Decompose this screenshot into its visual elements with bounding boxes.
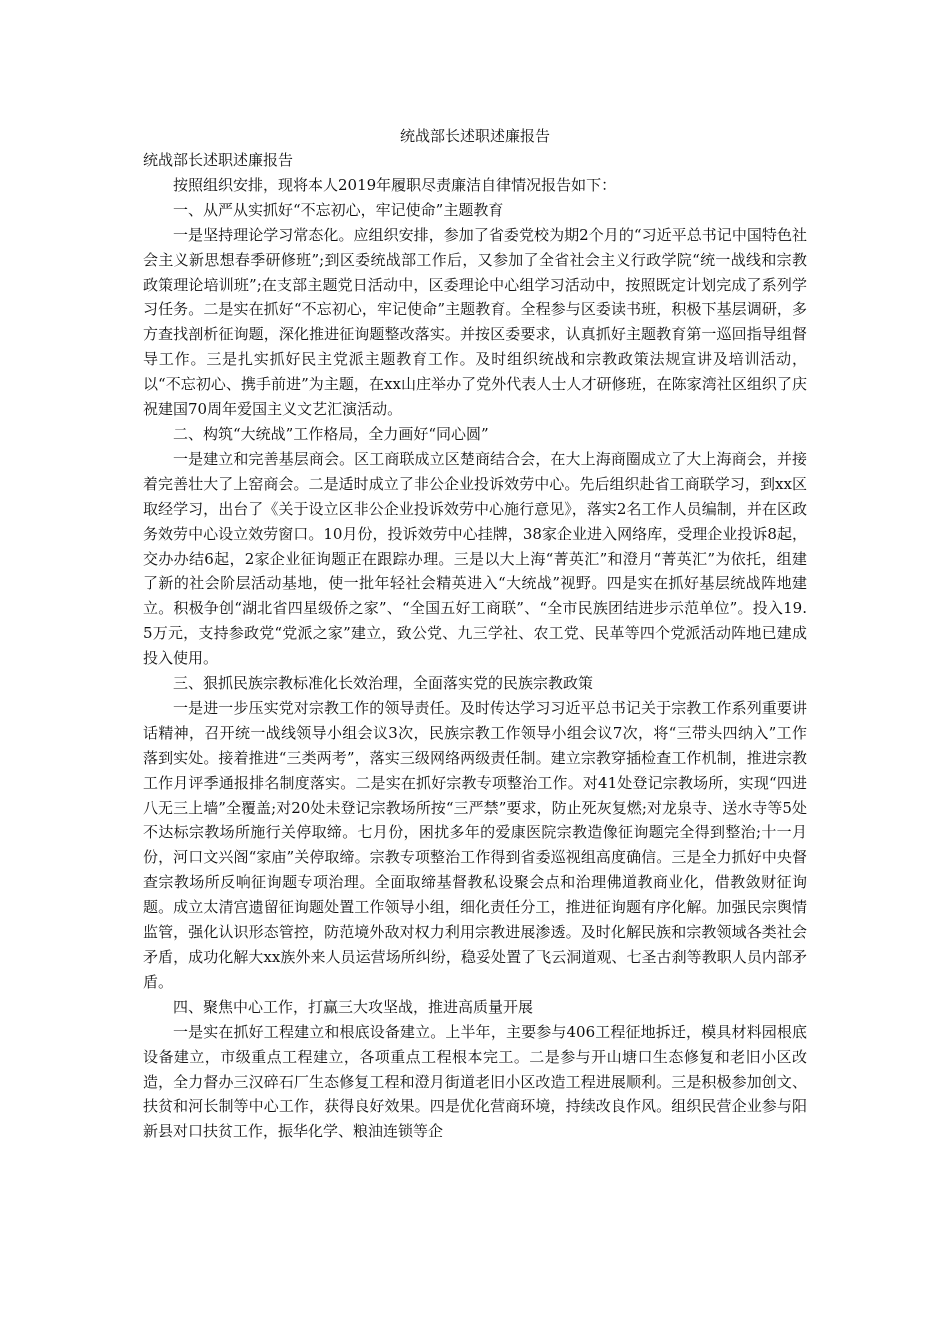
section-heading: 二、构筑“大统战”工作格局，全力画好“同心圆”: [173, 424, 489, 443]
section-heading: 一、从严从实抓好“不忘初心，牢记使命”主题教育: [173, 200, 504, 219]
section-heading: 三、狠抓民族宗教标准化长效治理，全面落实党的民族宗教政策: [173, 674, 594, 693]
section-heading: 四、聚焦中心工作，打赢三大攻坚战，推进高质量开展: [173, 997, 534, 1016]
intro-paragraph: 按照组织安排，现将本人2019年履职尽责廉洁自律情况报告如下：: [173, 175, 617, 194]
document-subtitle: 统战部长述职述廉报告: [143, 151, 294, 169]
section-paragraph: 一是进一步压实党对宗教工作的领导责任。及时传达学习习近平总书记关于宗教工作系列重要讲话精神，召开统一战线领导小组会议3次，民族宗教工作领导小组会议7次，将“三带头四纳入”工作落到实处。接着推进“三类两考”，落实三级网络两级责任制。建立宗教穿插检查工作机制，推进宗教工作月评季通报排名制度落实。二是实在抓好宗教专项整治工作。对41处登记宗教场所，实现“四进八无三上墙”全覆盖;对20处未登记宗教场所按“三严禁”要求，防止死灰复燃;对龙泉寺、送水寺等5处不达标宗教场所施行关停取缔。七月份，困扰多年的爱康医院宗教造像征询题完全得到整治;十一月份，河口文兴阁“家庙”关停取缔。宗教专项整治工作得到省委巡视组高度确信。三是全力抓好中央督查宗教场所反响征询题专项治理。全面取缔基督教私设聚会点和治理佛道教商业化，借教敛财征询题。成立太清宫遗留征询题处置工作领导小组，细化责任分工，推进征询题有序化解。加强民宗舆情监管，强化认识形态管控，防范境外敌对权力利用宗教进展渗透。及时化解民族和宗教领域各类社会矛盾，成功化解大xx族外来人员运营场所纠纷，稳妥处置了飞云洞道观、七圣古刹等教职人员内部矛盾。: [143, 698, 807, 991]
section-paragraph: 一是建立和完善基层商会。区工商联成立区楚商结合会，在大上海商圈成立了大上海商会，并接着完善壮大了上窑商会。二是适时成立了非公企业投诉效劳中心。先后组织赴省工商联学习，到xx区取经学习，出台了《关于设立区非公企业投诉效劳中心施行意见》，落实2名工作人员编制，并在区政务效劳中心设立效劳窗口。10月份，投诉效劳中心挂牌，38家企业进入网络库，受理企业投诉8起，交办办结6起，2家企业征询题正在跟踪办理。三是以大上海“菁英汇”和澄月“菁英汇”为依托，组建了新的社会阶层活动基地，使一批年轻社会精英进入“大统战”视野。四是实在抓好基层统战阵地建立。积极争创“湖北省四星级侨之家”、“全国五好工商联”、“全市民族团结进步示范单位”。投入19.5万元，支持参政党“党派之家”建立，致公党、九三学社、农工党、民革等四个党派活动阵地已建成投入使用。: [143, 449, 807, 668]
section-paragraph: 一是实在抓好工程建立和根底设备建立。上半年，主要参与406工程征地拆迁，模具材料园根底设备建立，市级重点工程建立，各项重点工程根本完工。二是参与开山塘口生态修复和老旧小区改造，全力督办三汉碎石厂生态修复工程和澄月街道老旧小区改造工程进展顺利。三是积极参加创文、扶贫和河长制等中心工作，获得良好效果。四是优化营商环境，持续改良作风。组织民营企业参与阳新县对口扶贫工作，振华化学、粮油连锁等企: [143, 1022, 807, 1141]
section-paragraph: 一是坚持理论学习常态化。应组织安排，参加了省委党校为期2个月的“习近平总书记中国特色社会主义新思想春季研修班”;到区委统战部工作后，又参加了全省社会主义行政学院“统一战线和宗教政策理论培训班”;在支部主题党日活动中，区委理论中心组学习活动中，按照既定计划完成了系列学习任务。二是实在抓好“不忘初心，牢记使命”主题教育。全程参与区委读书班，积极下基层调研，多方查找剖析征询题，深化推进征询题整改落实。并按区委要求，认真抓好主题教育第一巡回指导组督导工作。三是扎实抓好民主党派主题教育工作。及时组织统战和宗教政策法规宣讲及培训活动，以“不忘初心、携手前进”为主题，在xx山庄举办了党外代表人士人才研修班，在陈家湾社区组织了庆祝建国70周年爱国主义文艺汇演活动。: [143, 225, 807, 419]
document-title: 统战部长述职述廉报告: [399, 127, 550, 145]
document-body: [143, 148, 807, 1144]
